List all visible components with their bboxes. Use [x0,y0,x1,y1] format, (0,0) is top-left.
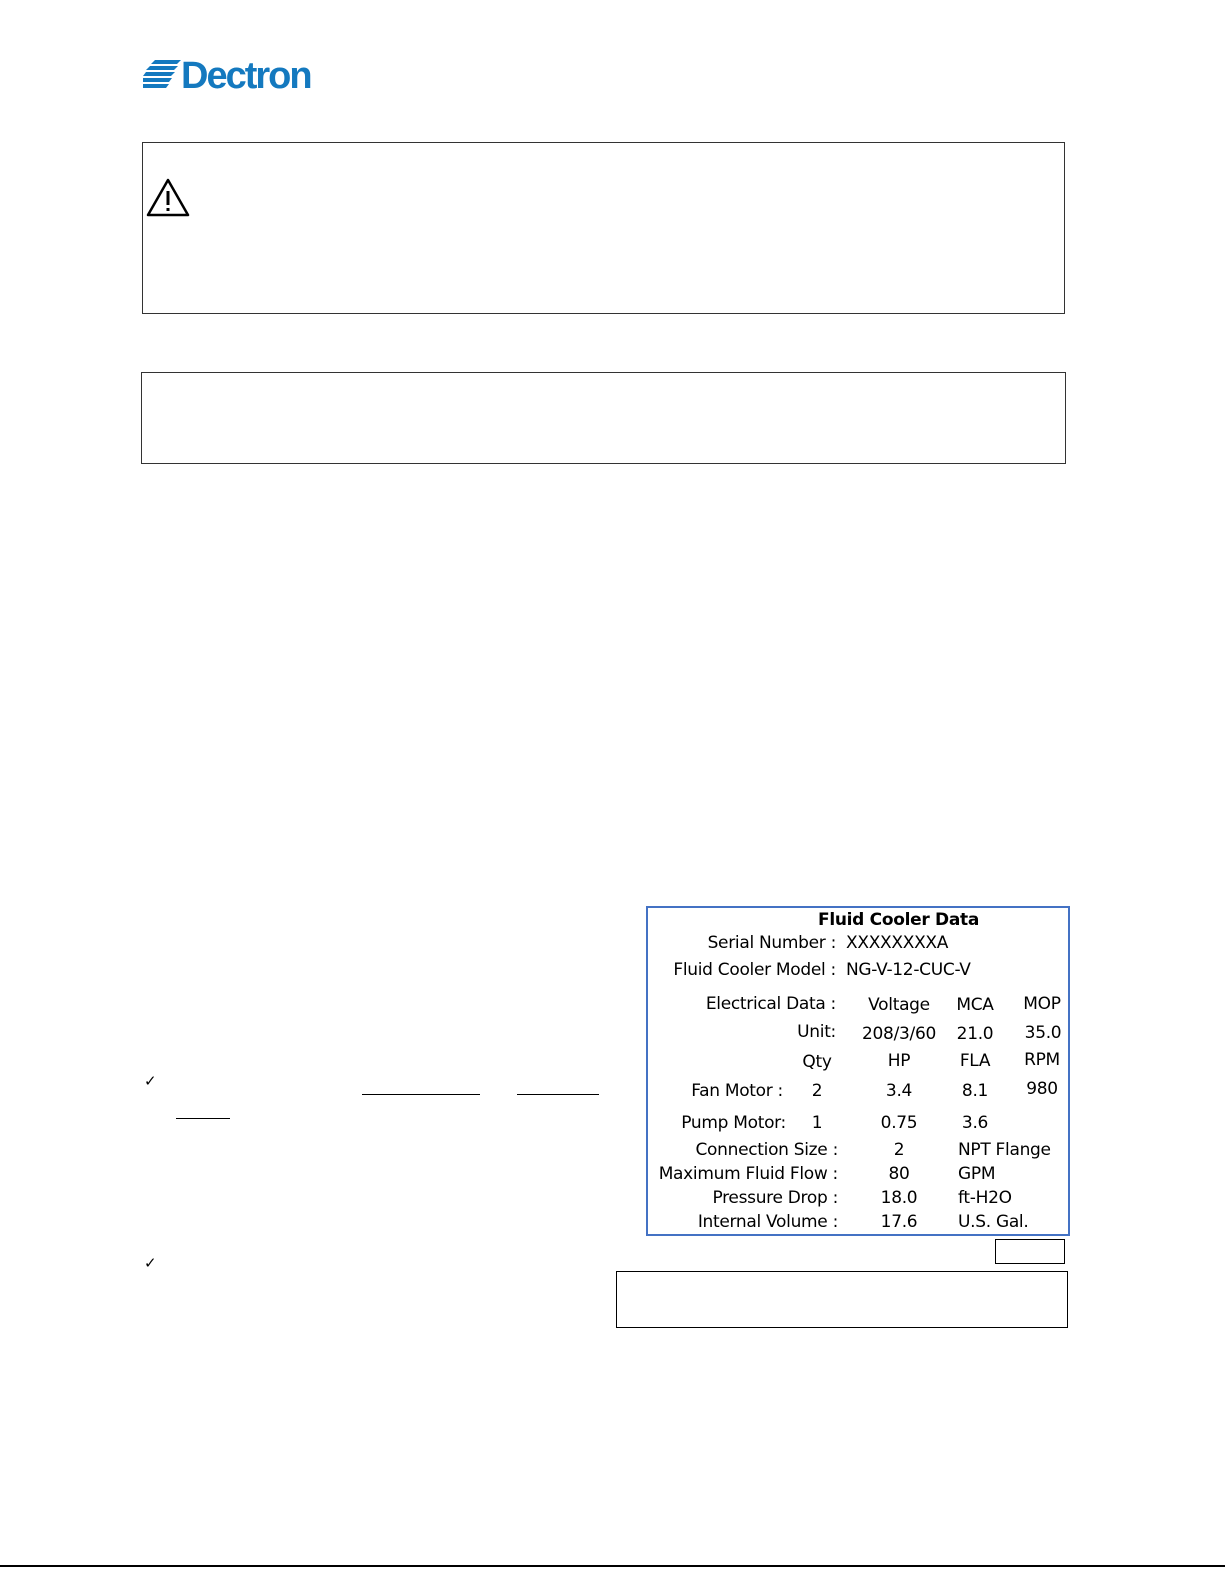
mca-header: MCA [956,995,994,1015]
model-value: NG-V-12-CUC-V [846,960,971,980]
serial-value: XXXXXXXXA [846,933,949,953]
dectron-logo [143,56,348,92]
warning-box [142,142,1065,314]
footer-rule [0,1565,1225,1567]
pressure-drop-value: 18.0 [880,1188,918,1208]
fan-motor-rpm: 980 [1026,1079,1058,1099]
small-label-box [995,1239,1065,1264]
mop-header: MOP [1023,994,1061,1014]
pump-motor-qty: 1 [811,1113,823,1133]
unit-mca: 21.0 [956,1024,994,1044]
checkmark-icon: ✓ [144,1254,157,1272]
warning-triangle-icon [146,178,190,218]
internal-volume-label: Internal Volume : [697,1212,838,1232]
underline-blank [362,1094,480,1095]
pressure-drop-label: Pressure Drop : [712,1188,838,1208]
unit-mop: 35.0 [1024,1023,1062,1043]
connection-size-label: Connection Size : [695,1140,838,1160]
unit-voltage: 208/3/60 [862,1024,936,1044]
checkmark-icon: ✓ [144,1072,157,1090]
fan-motor-hp: 3.4 [885,1081,913,1101]
panel-title: Fluid Cooler Data [818,910,980,930]
fla-header: FLA [959,1051,991,1071]
pressure-drop-unit: ft-H2O [958,1188,1012,1208]
model-label: Fluid Cooler Model : [673,960,836,980]
qty-header: Qty [802,1052,832,1072]
underline-blank [176,1118,230,1119]
max-fluid-flow-value: 80 [888,1164,910,1184]
underline-blank [517,1094,599,1095]
pump-motor-hp: 0.75 [880,1113,918,1133]
internal-volume-value: 17.6 [880,1212,918,1232]
max-fluid-flow-unit: GPM [958,1164,996,1184]
unit-label: Unit: [797,1022,836,1042]
caption-box [616,1271,1068,1328]
pump-motor-label: Pump Motor: [681,1113,786,1133]
internal-volume-unit: U.S. Gal. [958,1212,1029,1232]
pump-motor-fla: 3.6 [961,1113,989,1133]
fan-motor-qty: 2 [811,1081,823,1101]
electrical-label: Electrical Data : [705,994,836,1014]
serial-label: Serial Number : [707,933,836,953]
connection-size-unit: NPT Flange [958,1140,1051,1160]
voltage-header: Voltage [868,995,930,1015]
hp-header: HP [887,1051,911,1071]
notice-box [141,372,1066,464]
logo-wordmark: Dectron [181,56,311,92]
fan-motor-fla: 8.1 [961,1081,989,1101]
connection-size-value: 2 [893,1140,905,1160]
max-fluid-flow-label: Maximum Fluid Flow : [658,1164,838,1184]
rpm-header: RPM [1024,1050,1060,1070]
fan-motor-label: Fan Motor : [691,1081,783,1101]
fluid-cooler-data-panel [646,906,1070,1236]
